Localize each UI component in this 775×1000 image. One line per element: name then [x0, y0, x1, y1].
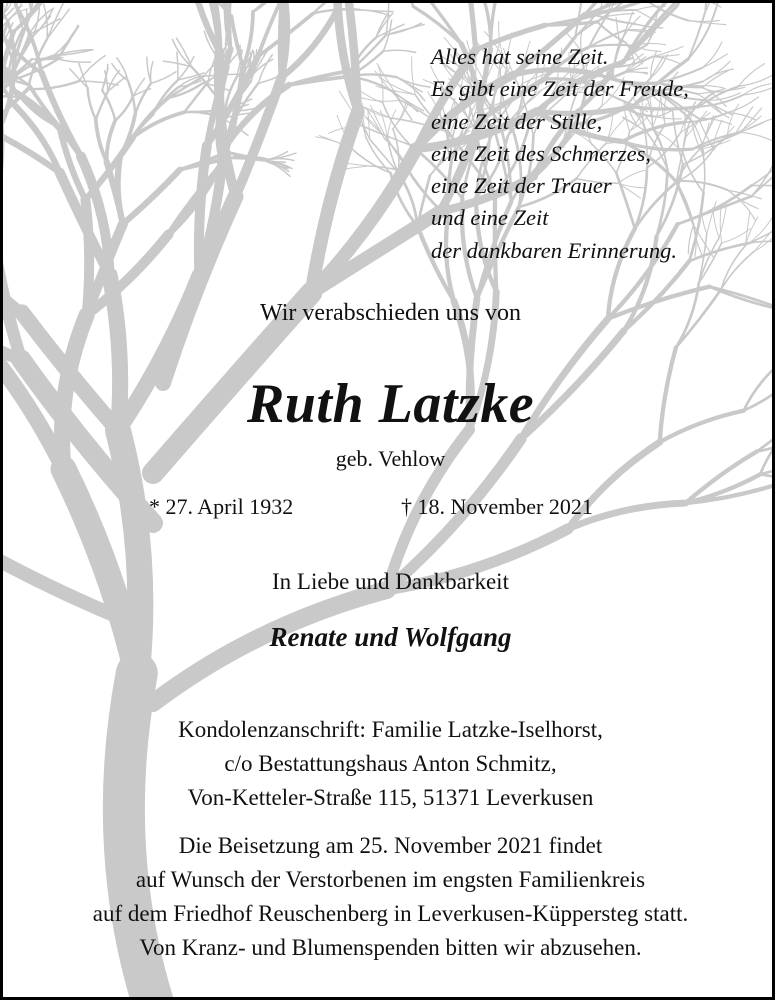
tree-branch: [689, 21, 720, 22]
address-line: c/o Bestattungshaus Anton Schmitz,: [224, 751, 557, 776]
tree-branch: [151, 72, 176, 84]
tree-branch: [177, 52, 178, 80]
tree-branch: [96, 120, 107, 162]
address-line: Von-Ketteler-Straße 115, 51371 Leverkusen: [187, 785, 594, 810]
tree-branch: [377, 64, 400, 101]
poem-line: eine Zeit der Stille,: [431, 108, 603, 134]
tree-branch: [96, 92, 108, 120]
tree-branch: [102, 90, 115, 120]
condolence-address: [3, 713, 775, 815]
poem: [431, 41, 761, 267]
tree-branch: [117, 58, 128, 81]
tree-branch: [358, 97, 400, 101]
tree-branch: [678, 3, 704, 6]
tree-branch: [88, 88, 96, 120]
tree-branch: [25, 3, 32, 12]
burial-line: auf dem Friedhof Reuschenberg in Leverkusen-Küppersteg statt.: [92, 901, 689, 926]
burial-notice: [3, 829, 775, 931]
tree-branch: [28, 81, 79, 89]
poem-line: und eine Zeit: [431, 205, 549, 231]
tree-branch: [115, 96, 133, 120]
death-date: † 18. November 2021: [401, 494, 593, 519]
maiden-name: geb. Vehlow: [335, 446, 446, 471]
intro-text: Wir verabschieden uns von: [260, 300, 521, 326]
address-line: Kondolenzanschrift: Familie Latzke-Iselhorst,: [178, 717, 603, 742]
tree-branch: [58, 59, 91, 62]
poem-line: Es gibt eine Zeit der Freude,: [431, 76, 689, 102]
birth-date: * 27. April 1932: [149, 494, 294, 519]
tree-branch: [123, 170, 180, 224]
flowers-notice: Von Kranz- und Blumenspenden bitten wir abzusehen.: [139, 935, 642, 960]
burial-line: auf Wunsch der Verstorbenen im engsten Familienkreis: [135, 867, 646, 892]
tree-branch: [398, 3, 413, 6]
tree-branch: [393, 102, 407, 129]
tree-branch: [3, 218, 21, 359]
tree-branch: [716, 3, 733, 8]
poem-line: der dankbaren Erinnerung.: [431, 237, 678, 263]
tree-branch: [79, 56, 105, 82]
mourners-names: Renate und Wolfgang: [269, 622, 512, 652]
tree-branch: [243, 12, 253, 67]
thanks-text: In Liebe und Dankbarkeit: [272, 569, 509, 594]
tree-branch: [338, 3, 340, 7]
tree-branch: [393, 102, 409, 129]
tree-branch: [281, 3, 285, 78]
poem-line: Alles hat seine Zeit.: [431, 44, 609, 69]
tree-branch: [351, 148, 391, 173]
tree-branch: [70, 69, 88, 88]
poem-line: eine Zeit des Schmerzes,: [431, 140, 651, 166]
tree-branch: [108, 71, 120, 92]
tree-branch: [118, 157, 123, 224]
tree-branch: [608, 14, 635, 17]
tree-branch: [151, 62, 153, 84]
tree-branch: [383, 50, 415, 52]
tree-branch: [107, 120, 116, 161]
poem-line: eine Zeit der Trauer: [431, 173, 612, 199]
deceased-name: Ruth Latzke: [246, 373, 535, 435]
burial-line: Die Beisetzung am 25. November 2021 findet: [178, 833, 603, 858]
